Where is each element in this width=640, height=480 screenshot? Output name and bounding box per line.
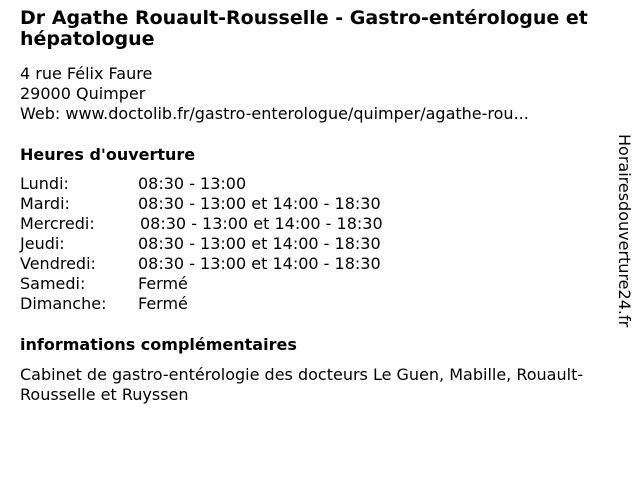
info-description: Cabinet de gastro-entérologie des docteurs Le Guen, Mabille, Rouault-Rousselle et Ruyssen [20, 365, 584, 404]
site-watermark [612, 134, 636, 344]
day-label: Samedi: [20, 274, 86, 293]
day-hours: Fermé [138, 294, 188, 313]
day-label: Mardi: [20, 194, 70, 213]
day-hours: 08:30 - 13:00 et 14:00 - 18:30 [140, 214, 383, 233]
street-address: 4 rue Félix Faure [20, 64, 153, 83]
day-label: Vendredi: [20, 254, 96, 273]
day-label: Mercredi: [20, 214, 95, 233]
page-title: Dr Agathe Rouault-Rousselle - Gastro-entérologue et hépatologue [20, 7, 588, 50]
day-hours: 08:30 - 13:00 et 14:00 - 18:30 [138, 234, 381, 253]
info-heading: informations complémentaires [20, 335, 297, 354]
day-label: Dimanche: [20, 294, 107, 313]
day-hours: 08:30 - 13:00 et 14:00 - 18:30 [138, 194, 381, 213]
site-watermark-text: Horairesdouverture24.fr [615, 134, 634, 328]
day-hours: Fermé [138, 274, 188, 293]
day-hours: 08:30 - 13:00 [138, 174, 247, 193]
address-block [20, 64, 529, 124]
city-postal: 29000 Quimper [20, 84, 146, 103]
website-link[interactable]: Web: www.doctolib.fr/gastro-enterologue/quimper/agathe-rou... [20, 104, 529, 123]
day-label: Lundi: [20, 174, 69, 193]
day-hours: 08:30 - 13:00 et 14:00 - 18:30 [138, 254, 381, 273]
hours-heading: Heures d'ouverture [20, 145, 196, 164]
day-label: Jeudi: [20, 234, 65, 253]
